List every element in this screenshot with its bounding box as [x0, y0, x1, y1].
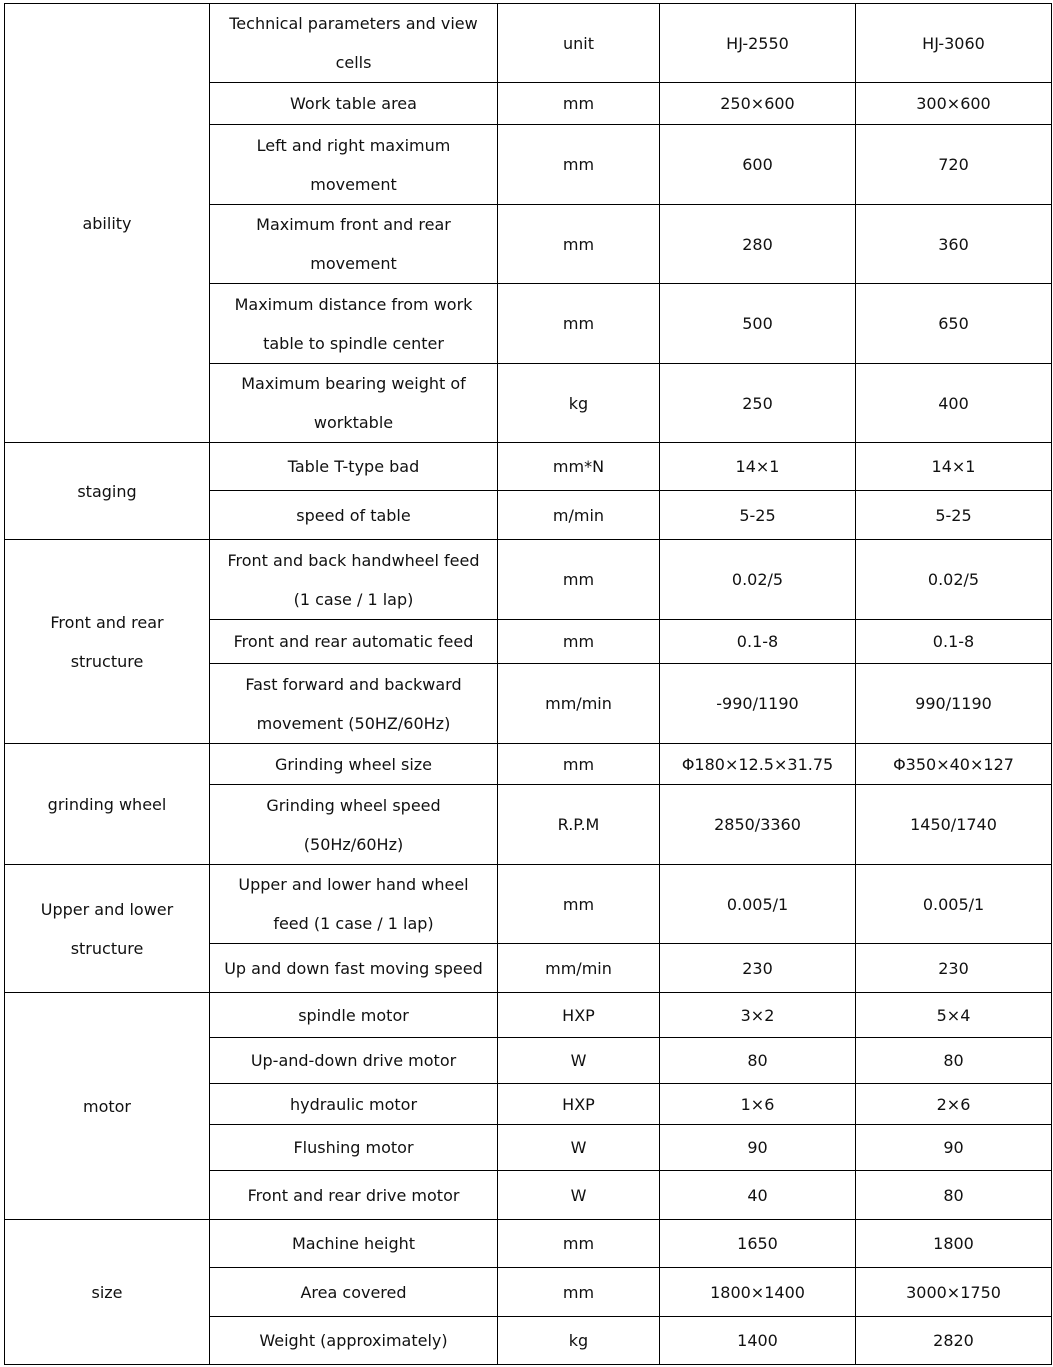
unit-cell: mm	[498, 125, 660, 205]
value-b-cell: 1450/1740	[856, 785, 1052, 865]
param-cell: hydraulic motor	[210, 1084, 498, 1125]
param-cell: Table T-type bad	[210, 443, 498, 491]
unit-cell: kg	[498, 364, 660, 443]
header-model-a: HJ-2550	[660, 4, 856, 83]
value-b-cell: 0.02/5	[856, 540, 1052, 620]
unit-cell: mm	[498, 1220, 660, 1268]
table-row	[5, 1220, 1052, 1268]
value-a-cell: 600	[660, 125, 856, 205]
table-row	[5, 993, 1052, 1038]
value-b-cell: 2820	[856, 1317, 1052, 1365]
unit-cell: mm	[498, 620, 660, 664]
param-cell: Fast forward and backward movement (50HZ/60Hz)	[210, 664, 498, 744]
value-b-cell: 650	[856, 284, 1052, 364]
param-cell: Area covered	[210, 1268, 498, 1317]
unit-cell: mm*N	[498, 443, 660, 491]
value-a-cell: 1×6	[660, 1084, 856, 1125]
unit-cell: mm	[498, 205, 660, 284]
value-b-cell: 2×6	[856, 1084, 1052, 1125]
value-b-cell: 80	[856, 1038, 1052, 1084]
value-a-cell: 500	[660, 284, 856, 364]
unit-cell: W	[498, 1038, 660, 1084]
param-cell: Work table area	[210, 83, 498, 125]
param-cell: spindle motor	[210, 993, 498, 1038]
value-a-cell: 90	[660, 1125, 856, 1171]
value-a-cell: 0.02/5	[660, 540, 856, 620]
header-model-b: HJ-3060	[856, 4, 1052, 83]
value-b-cell: 90	[856, 1125, 1052, 1171]
unit-cell: mm	[498, 865, 660, 944]
unit-cell: W	[498, 1125, 660, 1171]
group-label: ability	[5, 4, 210, 443]
value-a-cell: 0.005/1	[660, 865, 856, 944]
value-a-cell: 80	[660, 1038, 856, 1084]
value-b-cell: 3000×1750	[856, 1268, 1052, 1317]
param-cell: Up-and-down drive motor	[210, 1038, 498, 1084]
value-a-cell: 2850/3360	[660, 785, 856, 865]
value-a-cell: 0.1-8	[660, 620, 856, 664]
value-a-cell: Φ180×12.5×31.75	[660, 744, 856, 785]
value-b-cell: 360	[856, 205, 1052, 284]
param-cell: Front and rear drive motor	[210, 1171, 498, 1220]
table-row	[5, 865, 1052, 944]
group-label: motor	[5, 993, 210, 1220]
param-cell: Maximum bearing weight of worktable	[210, 364, 498, 443]
value-a-cell: 230	[660, 944, 856, 993]
unit-cell: mm	[498, 744, 660, 785]
unit-cell: mm	[498, 83, 660, 125]
value-b-cell: Φ350×40×127	[856, 744, 1052, 785]
unit-cell: mm	[498, 1268, 660, 1317]
param-cell: Machine height	[210, 1220, 498, 1268]
value-a-cell: 1400	[660, 1317, 856, 1365]
unit-cell: W	[498, 1171, 660, 1220]
table-row	[5, 4, 1052, 83]
table-row	[5, 744, 1052, 785]
header-unit: unit	[498, 4, 660, 83]
group-label: size	[5, 1220, 210, 1365]
param-cell: Front and rear automatic feed	[210, 620, 498, 664]
unit-cell: mm	[498, 540, 660, 620]
value-a-cell: 1800×1400	[660, 1268, 856, 1317]
param-cell: speed of table	[210, 491, 498, 540]
value-b-cell: 0.1-8	[856, 620, 1052, 664]
value-b-cell: 5-25	[856, 491, 1052, 540]
param-cell: Front and back handwheel feed (1 case / 1 lap)	[210, 540, 498, 620]
value-a-cell: 250	[660, 364, 856, 443]
value-b-cell: 14×1	[856, 443, 1052, 491]
value-b-cell: 80	[856, 1171, 1052, 1220]
table-row	[5, 443, 1052, 491]
value-b-cell: 300×600	[856, 83, 1052, 125]
param-cell: Left and right maximum movement	[210, 125, 498, 205]
param-cell: Grinding wheel speed (50Hz/60Hz)	[210, 785, 498, 865]
value-b-cell: 1800	[856, 1220, 1052, 1268]
unit-cell: mm	[498, 284, 660, 364]
value-a-cell: 40	[660, 1171, 856, 1220]
param-cell: Grinding wheel size	[210, 744, 498, 785]
param-cell: Flushing motor	[210, 1125, 498, 1171]
param-cell: Weight (approximately)	[210, 1317, 498, 1365]
header-param: Technical parameters and view cells	[210, 4, 498, 83]
value-b-cell: 990/1190	[856, 664, 1052, 744]
param-cell: Up and down fast moving speed	[210, 944, 498, 993]
value-a-cell: 250×600	[660, 83, 856, 125]
param-cell: Upper and lower hand wheel feed (1 case / 1 lap)	[210, 865, 498, 944]
value-b-cell: 400	[856, 364, 1052, 443]
value-a-cell: 5-25	[660, 491, 856, 540]
value-a-cell: 14×1	[660, 443, 856, 491]
value-b-cell: 0.005/1	[856, 865, 1052, 944]
unit-cell: HXP	[498, 1084, 660, 1125]
value-a-cell: -990/1190	[660, 664, 856, 744]
value-a-cell: 3×2	[660, 993, 856, 1038]
group-label: Front and rear structure	[5, 540, 210, 744]
unit-cell: mm/min	[498, 664, 660, 744]
value-a-cell: 280	[660, 205, 856, 284]
spec-table	[4, 3, 1052, 1365]
param-cell: Maximum distance from work table to spindle center	[210, 284, 498, 364]
param-cell: Maximum front and rear movement	[210, 205, 498, 284]
unit-cell: m/min	[498, 491, 660, 540]
group-label: staging	[5, 443, 210, 540]
value-b-cell: 720	[856, 125, 1052, 205]
unit-cell: HXP	[498, 993, 660, 1038]
unit-cell: R.P.M	[498, 785, 660, 865]
value-a-cell: 1650	[660, 1220, 856, 1268]
value-b-cell: 230	[856, 944, 1052, 993]
value-b-cell: 5×4	[856, 993, 1052, 1038]
group-label: grinding wheel	[5, 744, 210, 865]
unit-cell: kg	[498, 1317, 660, 1365]
group-label: Upper and lower structure	[5, 865, 210, 993]
unit-cell: mm/min	[498, 944, 660, 993]
table-row	[5, 540, 1052, 620]
